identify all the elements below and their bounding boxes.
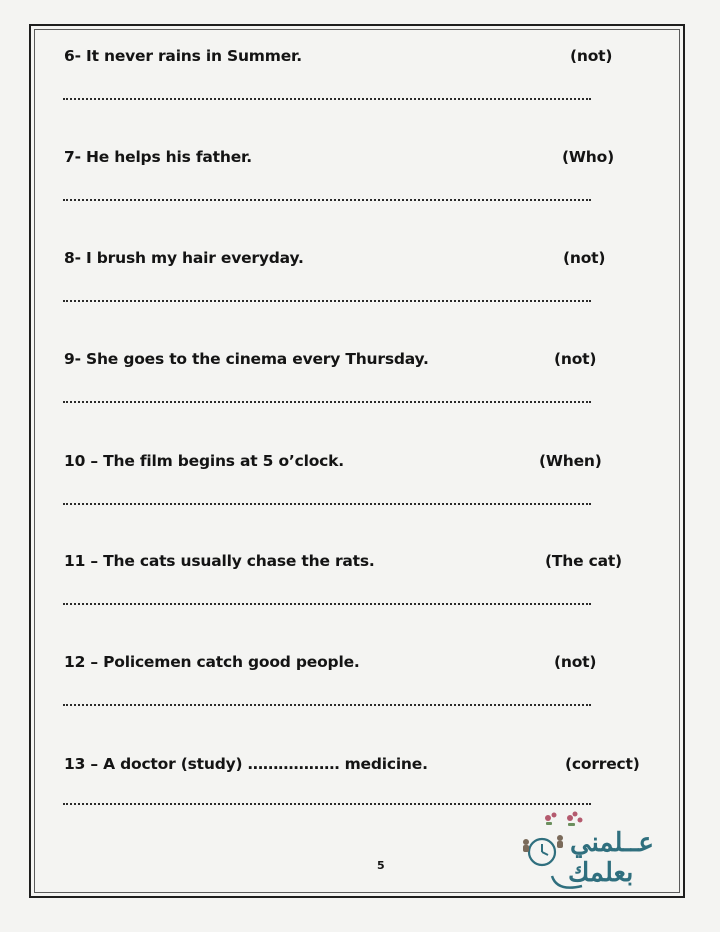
question-hint: (When): [539, 452, 602, 470]
question-text: 8- I brush my hair everyday.: [64, 249, 304, 267]
answer-line[interactable]: [63, 603, 591, 605]
question-8: [0, 249, 720, 349]
logo-text-line1: عــلمني: [570, 828, 654, 858]
question-hint: (not): [563, 249, 606, 267]
answer-line[interactable]: [63, 401, 591, 403]
question-hint: (correct): [565, 755, 640, 773]
question-hint: (The cat): [545, 552, 622, 570]
question-text: 12 – Policemen catch good people.: [64, 653, 360, 671]
answer-line[interactable]: [63, 503, 591, 505]
question-hint: (not): [554, 350, 597, 368]
question-hint: (not): [554, 653, 597, 671]
question-11: [0, 552, 720, 652]
question-6: [0, 47, 720, 147]
answer-line[interactable]: [63, 704, 591, 706]
answer-line[interactable]: [63, 803, 591, 805]
question-9: [0, 350, 720, 450]
page-number: 5: [377, 859, 385, 872]
question-12: [0, 653, 720, 753]
question-hint: (Who): [562, 148, 614, 166]
answer-line[interactable]: [63, 199, 591, 201]
question-text: 9- She goes to the cinema every Thursday.: [64, 350, 429, 368]
logo-text-line2: بعلمك: [568, 858, 634, 888]
question-10: [0, 452, 720, 552]
question-text: 10 – The film begins at 5 o’clock.: [64, 452, 344, 470]
question-7: [0, 148, 720, 248]
question-text: 6- It never rains in Summer.: [64, 47, 302, 65]
answer-line[interactable]: [63, 300, 591, 302]
question-text: 13 – A doctor (study) ……………… medicine.: [64, 755, 428, 773]
answer-line[interactable]: [63, 98, 591, 100]
question-hint: (not): [570, 47, 613, 65]
question-text: 11 – The cats usually chase the rats.: [64, 552, 375, 570]
question-text: 7- He helps his father.: [64, 148, 252, 166]
site-logo: [512, 806, 672, 896]
